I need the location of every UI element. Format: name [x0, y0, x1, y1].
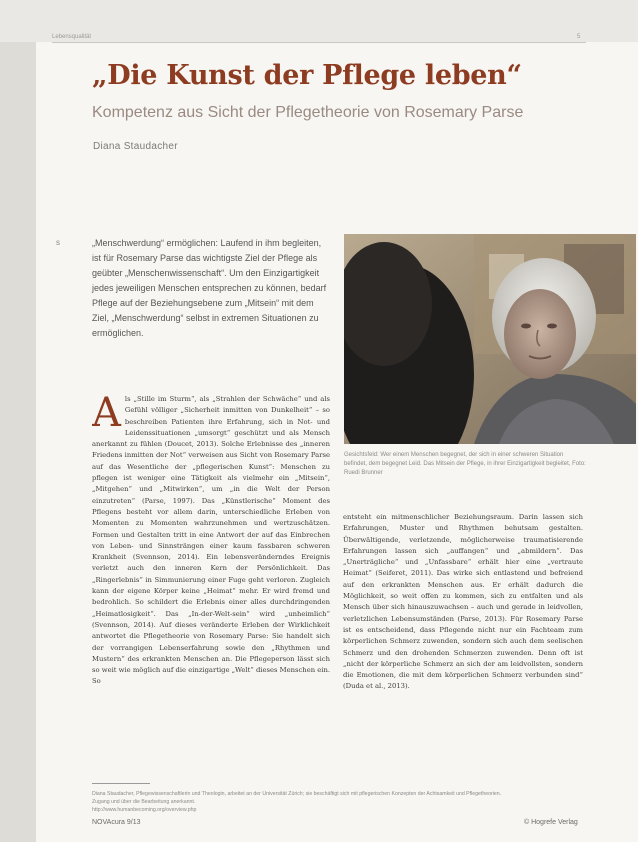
- article-subtitle: Kompetenz aus Sicht der Pflegetheorie von Rosemary Parse: [92, 104, 524, 121]
- drop-cap: A: [92, 394, 121, 436]
- lead-paragraph: [92, 236, 328, 341]
- body-text-2: entsteht ein mitmenschlicher Beziehungsraum. Darin lassen sich Erfahrungen, Muster und Rhythmen behutsam gestalten. Überwältigende, verletzende, möglicherweise traumatisierende Erfahrungen lassen sich „auffangen“ und „abmildern“. Das „Unerträgliche“ und „Unfassbare“ erhält hier eine „vertraute Heimat“ (Seiferet, 2011). Das wirke sich entlastend und befreiend auf den erkrankten Menschen aus. Er erhält dadurch die Möglichkeit, so weit offen zu kommen, sich zu entfalten und als Mensch über sich hinauszuwachsen – auch und gerade in leidvollen, verletzlichen Lebensumständen (Parse, 2013). Für Rosemary Parse ist es entscheidend, dass Pflegende nicht nur ein Fachteam zum körperlichen Schmerz zuwenden, sondern sich auch dem seelischen Schmerz und den drohenden Schmerzen zuwenden. Denn oft ist „nicht der körperliche Schmerz an sich der am leidvollsten, sondern die Emotionen, die mit dem körperlichen Schmerz verbunden sind“ (Duda et al., 2013).: [343, 513, 583, 691]
- footnotes: [92, 790, 588, 814]
- body-column-1: [92, 394, 330, 772]
- article-title: „Die Kunst der Pflege leben“: [92, 60, 522, 91]
- footer-publisher: © Hogrefe Verlag: [524, 819, 578, 826]
- running-header: Lebensqualität: [52, 34, 92, 40]
- footer-journal: NOVAcura 9/13: [92, 819, 141, 826]
- header-rule: [52, 42, 586, 43]
- article-photo: [344, 234, 636, 444]
- page-number-top: 5: [577, 34, 581, 40]
- footnote-rule: [92, 783, 150, 784]
- lead-text: „Menschwerdung“ ermöglichen: Laufend in ihm begleiten, ist für Rosemary Parse das wichtigste Ziel der Pflege als geübter „Menschenwissenschaft“. Um den Einzigartigkeit jedes jeweiligen Menschen entsprechen zu können, bedarf Pflege auf der Beziehungsebene zum „Mitsein“ mit dem Ziel, „Menschwerdung“ selbst in extremen Situationen zu ermöglichen.: [92, 238, 327, 338]
- page-shadow: [0, 42, 36, 842]
- footnote-item: Diana Staudacher, Pflegewissenschaftlerin und Theologin, arbeitet an der Universität Zürich; sie beschäftigt sich mit pflegerischen Konzepten der Achtsamkeit und Pflegetheorien.: [92, 791, 502, 797]
- margin-mark: s: [56, 238, 60, 247]
- footnote-item: Zugang und über die Bearbeitung anerkannt.: [92, 799, 196, 805]
- author-name: Diana Staudacher: [93, 141, 178, 152]
- footnote-item: http://www.humanbecoming.org/overview.php: [92, 807, 197, 813]
- body-text-1: ls „Stille im Sturm“, als „Strahlen der Schwäche“ und als Gefühl völliger „Sicherheit inmitten von Dunkelheit“ – so beschreiben Patienten ihre Erfahrung, sich in Not- und Leidenssituationen „umsorgt“ geschützt und als Mensch anerkannt zu fühlen (Doucet, 2013). Solche Erlebnisse des „inneren Friedens inmitten der Not“ verweisen aus Sicht von Rosemary Parse auf das Wesentliche der „pflegerischen Kunst“: Menschen zu pflegen ist weniger eine Tätigkeit als vielmehr ein „Mitsein“, „Mitgehen“ und „Mitwirken“, um „in die Welt der Person einzutreten“ (Parse, 1997). Das „Künstlerische“ Moment des Pflegens besteht vor allem darin, unterschiedliche Erleben von Momenten zu Momenten wahrzunehmen und wertzuschätzen. Formen und Gestalten tritt in eine Antwort der auf das Einbrechen von Leben- und Sinnsträngen einer kaum fassbaren schweren Krankheit (Svennson, 2014). Ein lebensveränderndes Ereignis verletzt auch den inneren Kern der Persönlichkeit. Das „Ringerlebnis“ in Simmunierung einer Fuge geht verloren. Zugleich kann der eigene Körper keine „Heimat“ mehr. Er wird fremd und bedrohlich. So schildert die Erlebnis einer alles durchdringenden „Heimatlosigkeit“. Das „In-der-Welt-sein“ wird „unheimlich“ (Svennson, 2014). Auf dieses veränderte Erleben der Wirklichkeit antwortet die Pflegetheorie von Rosemary Parse: Sie handelt sich der vorrangigen Lebenserfahrung sowie den „Rhythmen und Mustern“ des erkrankten Menschen an. Die Pflegeperson lässt sich so weit wie möglich auf die einzigartige „Welt“ dieses Menschen ein. So: [92, 395, 330, 686]
- body-column-2: [343, 512, 583, 762]
- photo-caption: Gesichtsfeld: Wer einem Menschen begegnet, der sich in einer schweren Situation befindet, dem begegnet Leid. Das Mitsein der Pflege, in ihrer Einzigartigkeit begleitet, Foto: Ruedi Brunner: [344, 452, 586, 476]
